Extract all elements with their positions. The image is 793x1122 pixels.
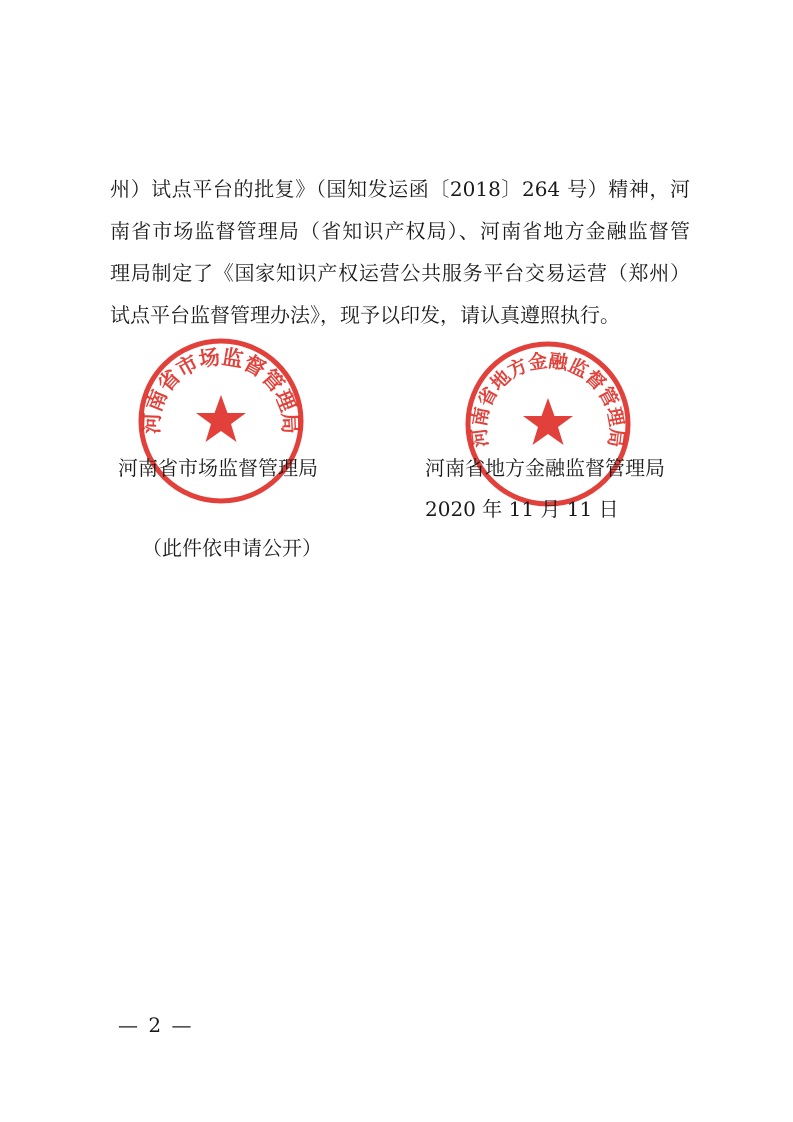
signature-date: 2020 年 11 月 11 日 xyxy=(425,497,619,521)
official-seal-market-supervision xyxy=(135,335,307,507)
seal-text: 河南省地方金融监督管理局 xyxy=(468,349,628,449)
body-line: 理局制定了《国家知识产权运营公共服务平台交易运营（郑州） xyxy=(110,261,690,285)
star-icon xyxy=(523,398,573,445)
seal-text: 河南省市场监督管理局 xyxy=(139,344,303,435)
body-line: 南省市场监督管理局（省知识产权局）、河南省地方金融监督管 xyxy=(110,219,690,243)
disclosure-note: （此件依申请公开） xyxy=(142,536,322,560)
official-seal-financial-supervision xyxy=(462,338,634,510)
page-number: — 2 — xyxy=(118,1013,194,1037)
body-line: 州）试点平台的批复》（国知发运函〔2018〕264 号）精神，河 xyxy=(110,177,690,201)
star-icon xyxy=(196,395,246,442)
body-line: 试点平台监督管理办法》，现予以印发，请认真遵照执行。 xyxy=(110,303,620,327)
signature-right-org: 河南省地方金融监督管理局 xyxy=(425,456,665,480)
body-paragraph xyxy=(110,168,690,336)
signature-left-org: 河南省市场监督管理局 xyxy=(118,456,318,480)
